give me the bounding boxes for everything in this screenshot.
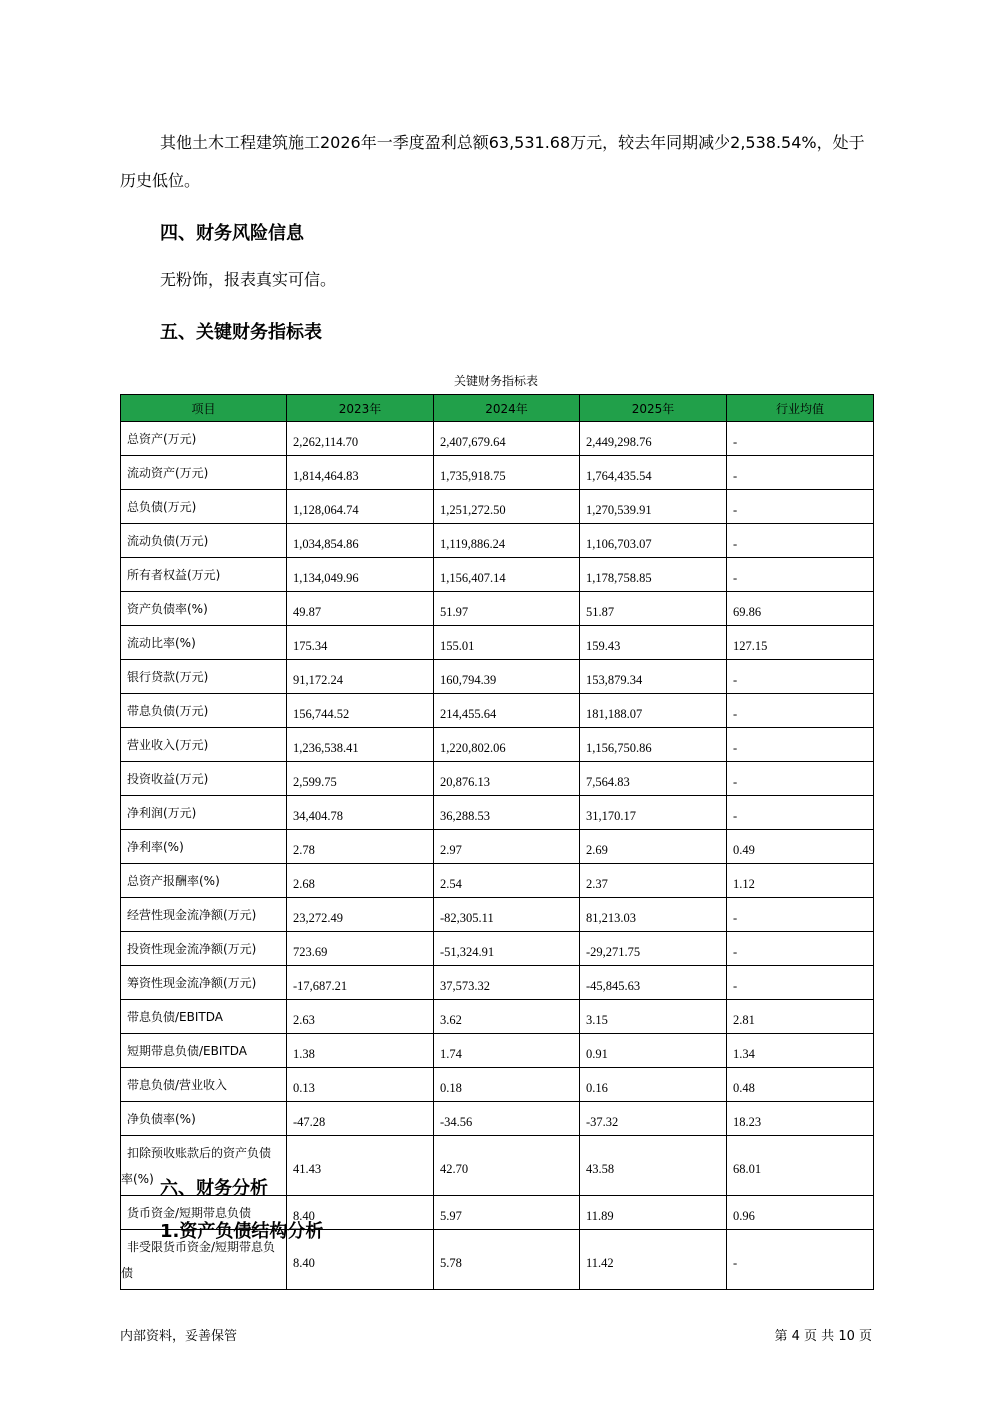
row-value: 127.15 (727, 626, 874, 660)
row-value: 1,119,886.24 (434, 524, 580, 558)
table-row (121, 864, 874, 898)
row-label: 资产负债率(%) (121, 592, 287, 626)
subsection1-title: 1.资产负债结构分析 (160, 1221, 324, 1242)
row-label: 净负债率(%) (121, 1102, 287, 1136)
row-value: 1,270,539.91 (580, 490, 727, 524)
table-row (121, 558, 874, 592)
row-value: 153,879.34 (580, 660, 727, 694)
table-row (121, 762, 874, 796)
row-value: -47.28 (287, 1102, 434, 1136)
row-value: -82,305.11 (434, 898, 580, 932)
row-value: 7,564.83 (580, 762, 727, 796)
row-value: - (727, 796, 874, 830)
intro-text: 其他土木工程建筑施工2026年一季度盈利总额63,531.68万元，较去年同期减少2,538.54%，处于历史低位。 (120, 133, 865, 190)
table-row (121, 524, 874, 558)
row-value: -37.32 (580, 1102, 727, 1136)
row-value: 68.01 (727, 1136, 874, 1196)
row-value: 31,170.17 (580, 796, 727, 830)
row-value: 5.78 (434, 1230, 580, 1290)
row-value: 81,213.03 (580, 898, 727, 932)
table-row (121, 796, 874, 830)
row-value: - (727, 728, 874, 762)
table-row (121, 422, 874, 456)
row-value: 181,188.07 (580, 694, 727, 728)
row-value: 214,455.64 (434, 694, 580, 728)
row-value: 43.58 (580, 1136, 727, 1196)
table-header-row (121, 395, 874, 422)
table-row (121, 728, 874, 762)
table-row (121, 456, 874, 490)
row-value: 1,735,918.75 (434, 456, 580, 490)
row-label: 带息负债/营业收入 (121, 1068, 287, 1102)
row-label: 总资产(万元) (121, 422, 287, 456)
row-value: 69.86 (727, 592, 874, 626)
row-value: 2.68 (287, 864, 434, 898)
table-row (121, 626, 874, 660)
row-value: 91,172.24 (287, 660, 434, 694)
row-value: 0.96 (727, 1196, 874, 1230)
table-row (121, 932, 874, 966)
row-label: 经营性现金流净额(万元) (121, 898, 287, 932)
row-value: - (727, 1230, 874, 1290)
row-value: 1.74 (434, 1034, 580, 1068)
row-value: 0.16 (580, 1068, 727, 1102)
table-row (121, 830, 874, 864)
row-label: 流动资产(万元) (121, 456, 287, 490)
row-label: 短期带息负债/EBITDA (121, 1034, 287, 1068)
row-value: 156,744.52 (287, 694, 434, 728)
row-value: 0.48 (727, 1068, 874, 1102)
row-label: 净利率(%) (121, 830, 287, 864)
table-row (121, 966, 874, 1000)
row-label: 营业收入(万元) (121, 728, 287, 762)
row-value: -17,687.21 (287, 966, 434, 1000)
intro-paragraph (120, 124, 872, 200)
row-value: 41.43 (287, 1136, 434, 1196)
row-value: 1.38 (287, 1034, 434, 1068)
row-value: - (727, 762, 874, 796)
row-value: -51,324.91 (434, 932, 580, 966)
row-value: 2,262,114.70 (287, 422, 434, 456)
row-value: - (727, 898, 874, 932)
key-financial-table (120, 394, 874, 1290)
row-label: 流动负债(万元) (121, 524, 287, 558)
section4-title: 四、财务风险信息 (160, 223, 304, 244)
row-value: 160,794.39 (434, 660, 580, 694)
row-value: 1,156,407.14 (434, 558, 580, 592)
row-value: 11.42 (580, 1230, 727, 1290)
row-value: 0.13 (287, 1068, 434, 1102)
section6-title: 六、财务分析 (160, 1178, 268, 1199)
row-value: 155.01 (434, 626, 580, 660)
row-value: 1,251,272.50 (434, 490, 580, 524)
row-value: - (727, 558, 874, 592)
row-value: - (727, 524, 874, 558)
row-label: 投资收益(万元) (121, 762, 287, 796)
row-value: 3.62 (434, 1000, 580, 1034)
table-row (121, 1000, 874, 1034)
row-value: 1,814,464.83 (287, 456, 434, 490)
row-label: 货币资金/短期带息负债 (121, 1196, 287, 1230)
table-caption: 关键财务指标表 (453, 374, 538, 388)
row-value: 2.54 (434, 864, 580, 898)
row-label: 流动比率(%) (121, 626, 287, 660)
row-value: 1,178,758.85 (580, 558, 727, 592)
table-row (121, 1102, 874, 1136)
row-value: 34,404.78 (287, 796, 434, 830)
table-row (121, 592, 874, 626)
table-row (121, 660, 874, 694)
row-value: 0.91 (580, 1034, 727, 1068)
footer-page-number: 第 4 页 共 10 页 (774, 1329, 872, 1344)
row-label: 投资性现金流净额(万元) (121, 932, 287, 966)
table-row (121, 1068, 874, 1102)
row-value: 2.63 (287, 1000, 434, 1034)
table-row (121, 898, 874, 932)
row-label: 净利润(万元) (121, 796, 287, 830)
row-value: - (727, 422, 874, 456)
row-label: 筹资性现金流净额(万元) (121, 966, 287, 1000)
row-value: 1.12 (727, 864, 874, 898)
header-industry-avg: 行业均值 (727, 395, 874, 422)
row-value: - (727, 966, 874, 1000)
row-value: 18.23 (727, 1102, 874, 1136)
row-value: -45,845.63 (580, 966, 727, 1000)
table-row (121, 694, 874, 728)
row-value: 159.43 (580, 626, 727, 660)
row-value: 1,106,703.07 (580, 524, 727, 558)
header-2025: 2025年 (580, 395, 727, 422)
row-value: 42.70 (434, 1136, 580, 1196)
row-value: 3.15 (580, 1000, 727, 1034)
section5-title: 五、关键财务指标表 (160, 322, 322, 343)
row-value: 51.97 (434, 592, 580, 626)
row-value: 1.34 (727, 1034, 874, 1068)
row-value: 1,156,750.86 (580, 728, 727, 762)
row-value: 20,876.13 (434, 762, 580, 796)
row-label: 总资产报酬率(%) (121, 864, 287, 898)
row-value: 51.87 (580, 592, 727, 626)
row-value: 8.40 (287, 1196, 434, 1230)
row-value: 2.69 (580, 830, 727, 864)
row-label: 扣除预收账款后的资产负债率(%) (121, 1136, 287, 1196)
row-value: -34.56 (434, 1102, 580, 1136)
row-value: 1,236,538.41 (287, 728, 434, 762)
row-value: 2.37 (580, 864, 727, 898)
row-value: - (727, 490, 874, 524)
row-value: 1,764,435.54 (580, 456, 727, 490)
row-value: 2,449,298.76 (580, 422, 727, 456)
row-value: 49.87 (287, 592, 434, 626)
row-value: 37,573.32 (434, 966, 580, 1000)
table-body (121, 422, 874, 1290)
row-value: 2.97 (434, 830, 580, 864)
header-2024: 2024年 (434, 395, 580, 422)
table-row (121, 490, 874, 524)
row-label: 带息负债(万元) (121, 694, 287, 728)
row-value: 2.78 (287, 830, 434, 864)
section4-paragraph (120, 261, 872, 299)
row-value: 2,599.75 (287, 762, 434, 796)
section4-text: 无粉饰，报表真实可信。 (160, 270, 337, 289)
row-value: 1,128,064.74 (287, 490, 434, 524)
row-value: 8.40 (287, 1230, 434, 1290)
row-value: - (727, 456, 874, 490)
row-value: 2,407,679.64 (434, 422, 580, 456)
row-value: 23,272.49 (287, 898, 434, 932)
row-value: 36,288.53 (434, 796, 580, 830)
row-value: 1,034,854.86 (287, 524, 434, 558)
row-value: 2.81 (727, 1000, 874, 1034)
row-value: 1,134,049.96 (287, 558, 434, 592)
row-value: -29,271.75 (580, 932, 727, 966)
row-value: 175.34 (287, 626, 434, 660)
row-value: - (727, 932, 874, 966)
row-label: 非受限货币资金/短期带息负债 (121, 1230, 287, 1290)
row-label: 银行贷款(万元) (121, 660, 287, 694)
row-label: 带息负债/EBITDA (121, 1000, 287, 1034)
row-value: 5.97 (434, 1196, 580, 1230)
row-value: - (727, 660, 874, 694)
row-value: 1,220,802.06 (434, 728, 580, 762)
table-row (121, 1034, 874, 1068)
row-value: 0.49 (727, 830, 874, 864)
row-value: 0.18 (434, 1068, 580, 1102)
row-value: 723.69 (287, 932, 434, 966)
header-item: 项目 (121, 395, 287, 422)
row-value: 11.89 (580, 1196, 727, 1230)
row-label: 所有者权益(万元) (121, 558, 287, 592)
header-2023: 2023年 (287, 395, 434, 422)
row-label: 总负债(万元) (121, 490, 287, 524)
row-value: - (727, 694, 874, 728)
footer-confidential: 内部资料，妥善保管 (120, 1329, 238, 1344)
